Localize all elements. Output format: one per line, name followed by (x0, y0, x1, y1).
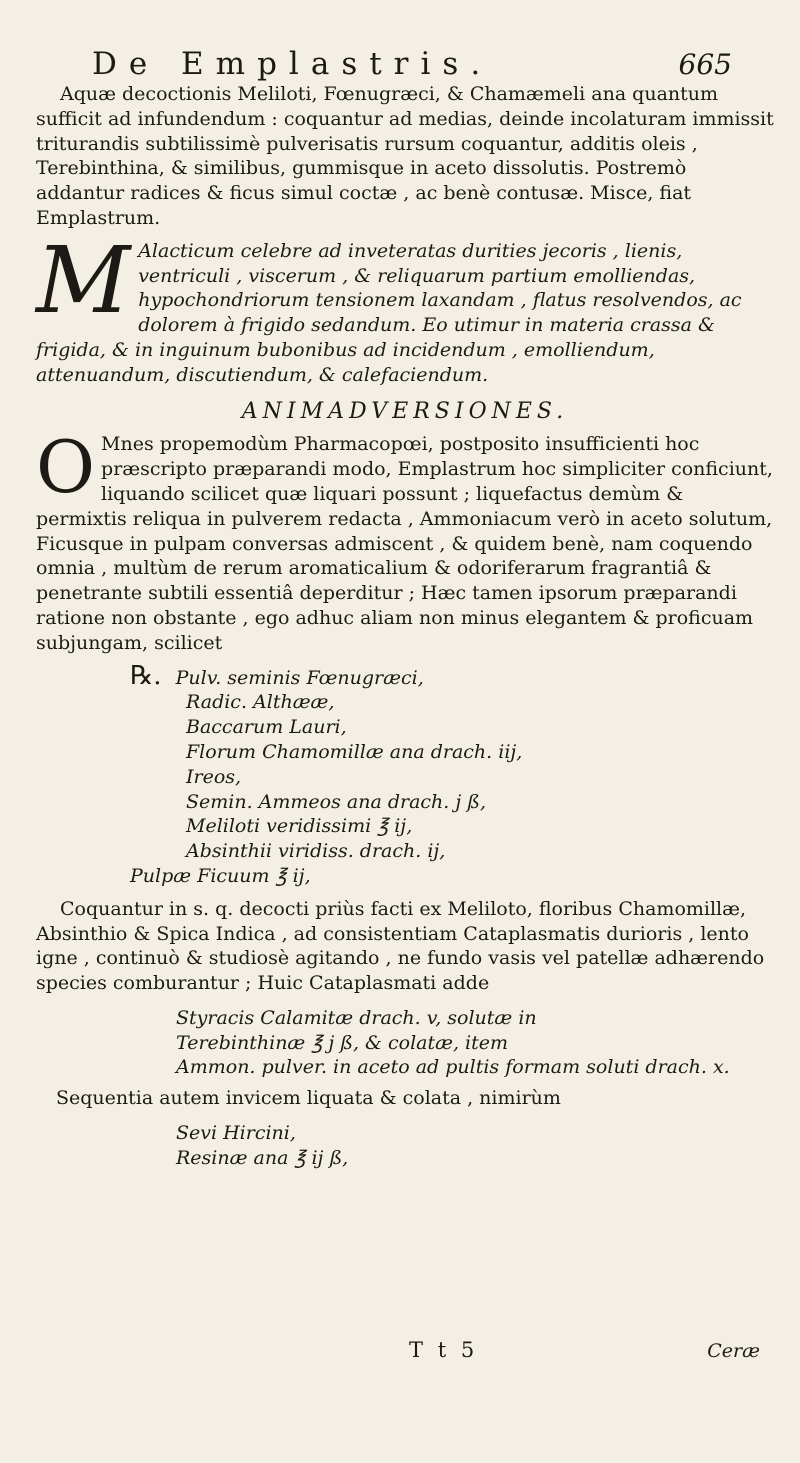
signature-mark: T t 5 (409, 1338, 479, 1362)
page-body (36, 82, 774, 1177)
recipe-line: Pulpæ Ficuum ℥ ij, (130, 864, 311, 887)
paragraph-uses (36, 226, 774, 388)
drop-cap-o: O (36, 425, 96, 510)
recipe-block (36, 660, 774, 889)
drop-cap-m: M (36, 226, 131, 334)
recipe-line: Meliloti veridissimi ℥ ij, (186, 815, 413, 838)
recipe-line: Radic. Althææ, (186, 691, 335, 714)
paragraph-animadversiones-text: Mnes propemodùm Pharmacopœi, postposito insufficienti hoc præscripto præparandi modo, Emplastrum hoc simpliciter conficiunt, liquando scilicet quæ liquari possunt ; liquefactus demùm & permixtis reliqua in pulverem redacta , Ammoniacum verò in aceto solutum, Ficusque in pulpam conversas admiscent , & quidem benè, nam coquendo omnia , multùm de rerum aromaticalium & odoriferarum fragrantiâ & penetrante subtili essentiâ deperditur ; Hæc tamen ipsorum præparandi ratione non obstante , ego adhuc aliam non minus elegantem & proficuam subjungam, scilicet (36, 433, 773, 654)
recipe-line: Baccarum Lauri, (186, 716, 347, 739)
running-head: De Emplastris. (92, 46, 493, 82)
page-header (92, 46, 732, 86)
recipe-symbol: ℞. (130, 660, 162, 691)
paragraph-uses-text: Alacticum celebre ad inveteratas durities jecoris , lienis, ventriculi , viscerum , & reliquarum partium emolliendas, hypochondriorum tensionem laxandam , flatus resolvendos, ac dolorem à frigido sedandum. Eo utimur in materia crassa & frigida, & in inguinum bubonibus ad incidendum , emolliendum, attenuandum, discutiendum, & calefaciendum. (36, 239, 742, 386)
sub-recipe-line: Ammon. pulver. in aceto ad pultis formam soluti drach. x. (176, 1056, 730, 1079)
paragraph-sequentia: Sequentia autem invicem liquata & colata , nimirùm (56, 1087, 561, 1110)
paragraph-ingredients: Aquæ decoctionis Meliloti, Fœnugræci, & Chamæmeli ana quantum sufficit ad infundendum : coquantur ad medias, deinde incolaturam immissit triturandis subtilissimè pulverisatis rursum coquantur, additis oleis , Terebinthina, & similibus, gummisque in aceto dissolutis. Postremò addantur radices & ficus simul coctæ , ac benè contusæ. Misce, fiat Emplastrum. (36, 83, 774, 229)
paragraph-method: Coquantur in s. q. decocti priùs facti ex Meliloto, floribus Chamomillæ, Absinthio & Spica Indica , ad consistentiam Cataplasmatis durioris , lento igne , continuò & studiosè agitando , ne fundo vasis vel patellæ adhærendo species comburantur ; Huic Cataplasmati adde (36, 897, 765, 995)
recipe-line: Absinthii viridiss. drach. ij, (186, 840, 446, 863)
final-recipe-line: Resinæ ana ℥ ij ß, (176, 1146, 349, 1169)
section-heading: ANIMADVERSIONES. (241, 398, 569, 424)
sub-recipe-line: Styracis Calamitæ drach. v, solutæ in (176, 1006, 537, 1029)
final-recipe-line: Sevi Hircini, (176, 1122, 296, 1145)
paragraph-animadversiones (36, 425, 774, 655)
final-recipe-block (36, 1121, 774, 1171)
page-footer (180, 1338, 760, 1362)
recipe-line: Florum Chamomillæ ana drach. iij, (186, 740, 523, 763)
recipe-line: Semin. Ammeos ana drach. j ß, (186, 790, 487, 813)
catchword: Ceræ (707, 1340, 760, 1362)
page-number: 665 (678, 48, 732, 81)
recipe-line (130, 660, 774, 691)
recipe-line-text: Pulv. seminis Fœnugræci, (175, 666, 424, 689)
sub-recipe-line: Terebinthinæ ℥ j ß, & colatæ, item (176, 1031, 509, 1054)
recipe-line: Ireos, (186, 765, 242, 788)
sub-recipe-block (36, 1006, 774, 1080)
